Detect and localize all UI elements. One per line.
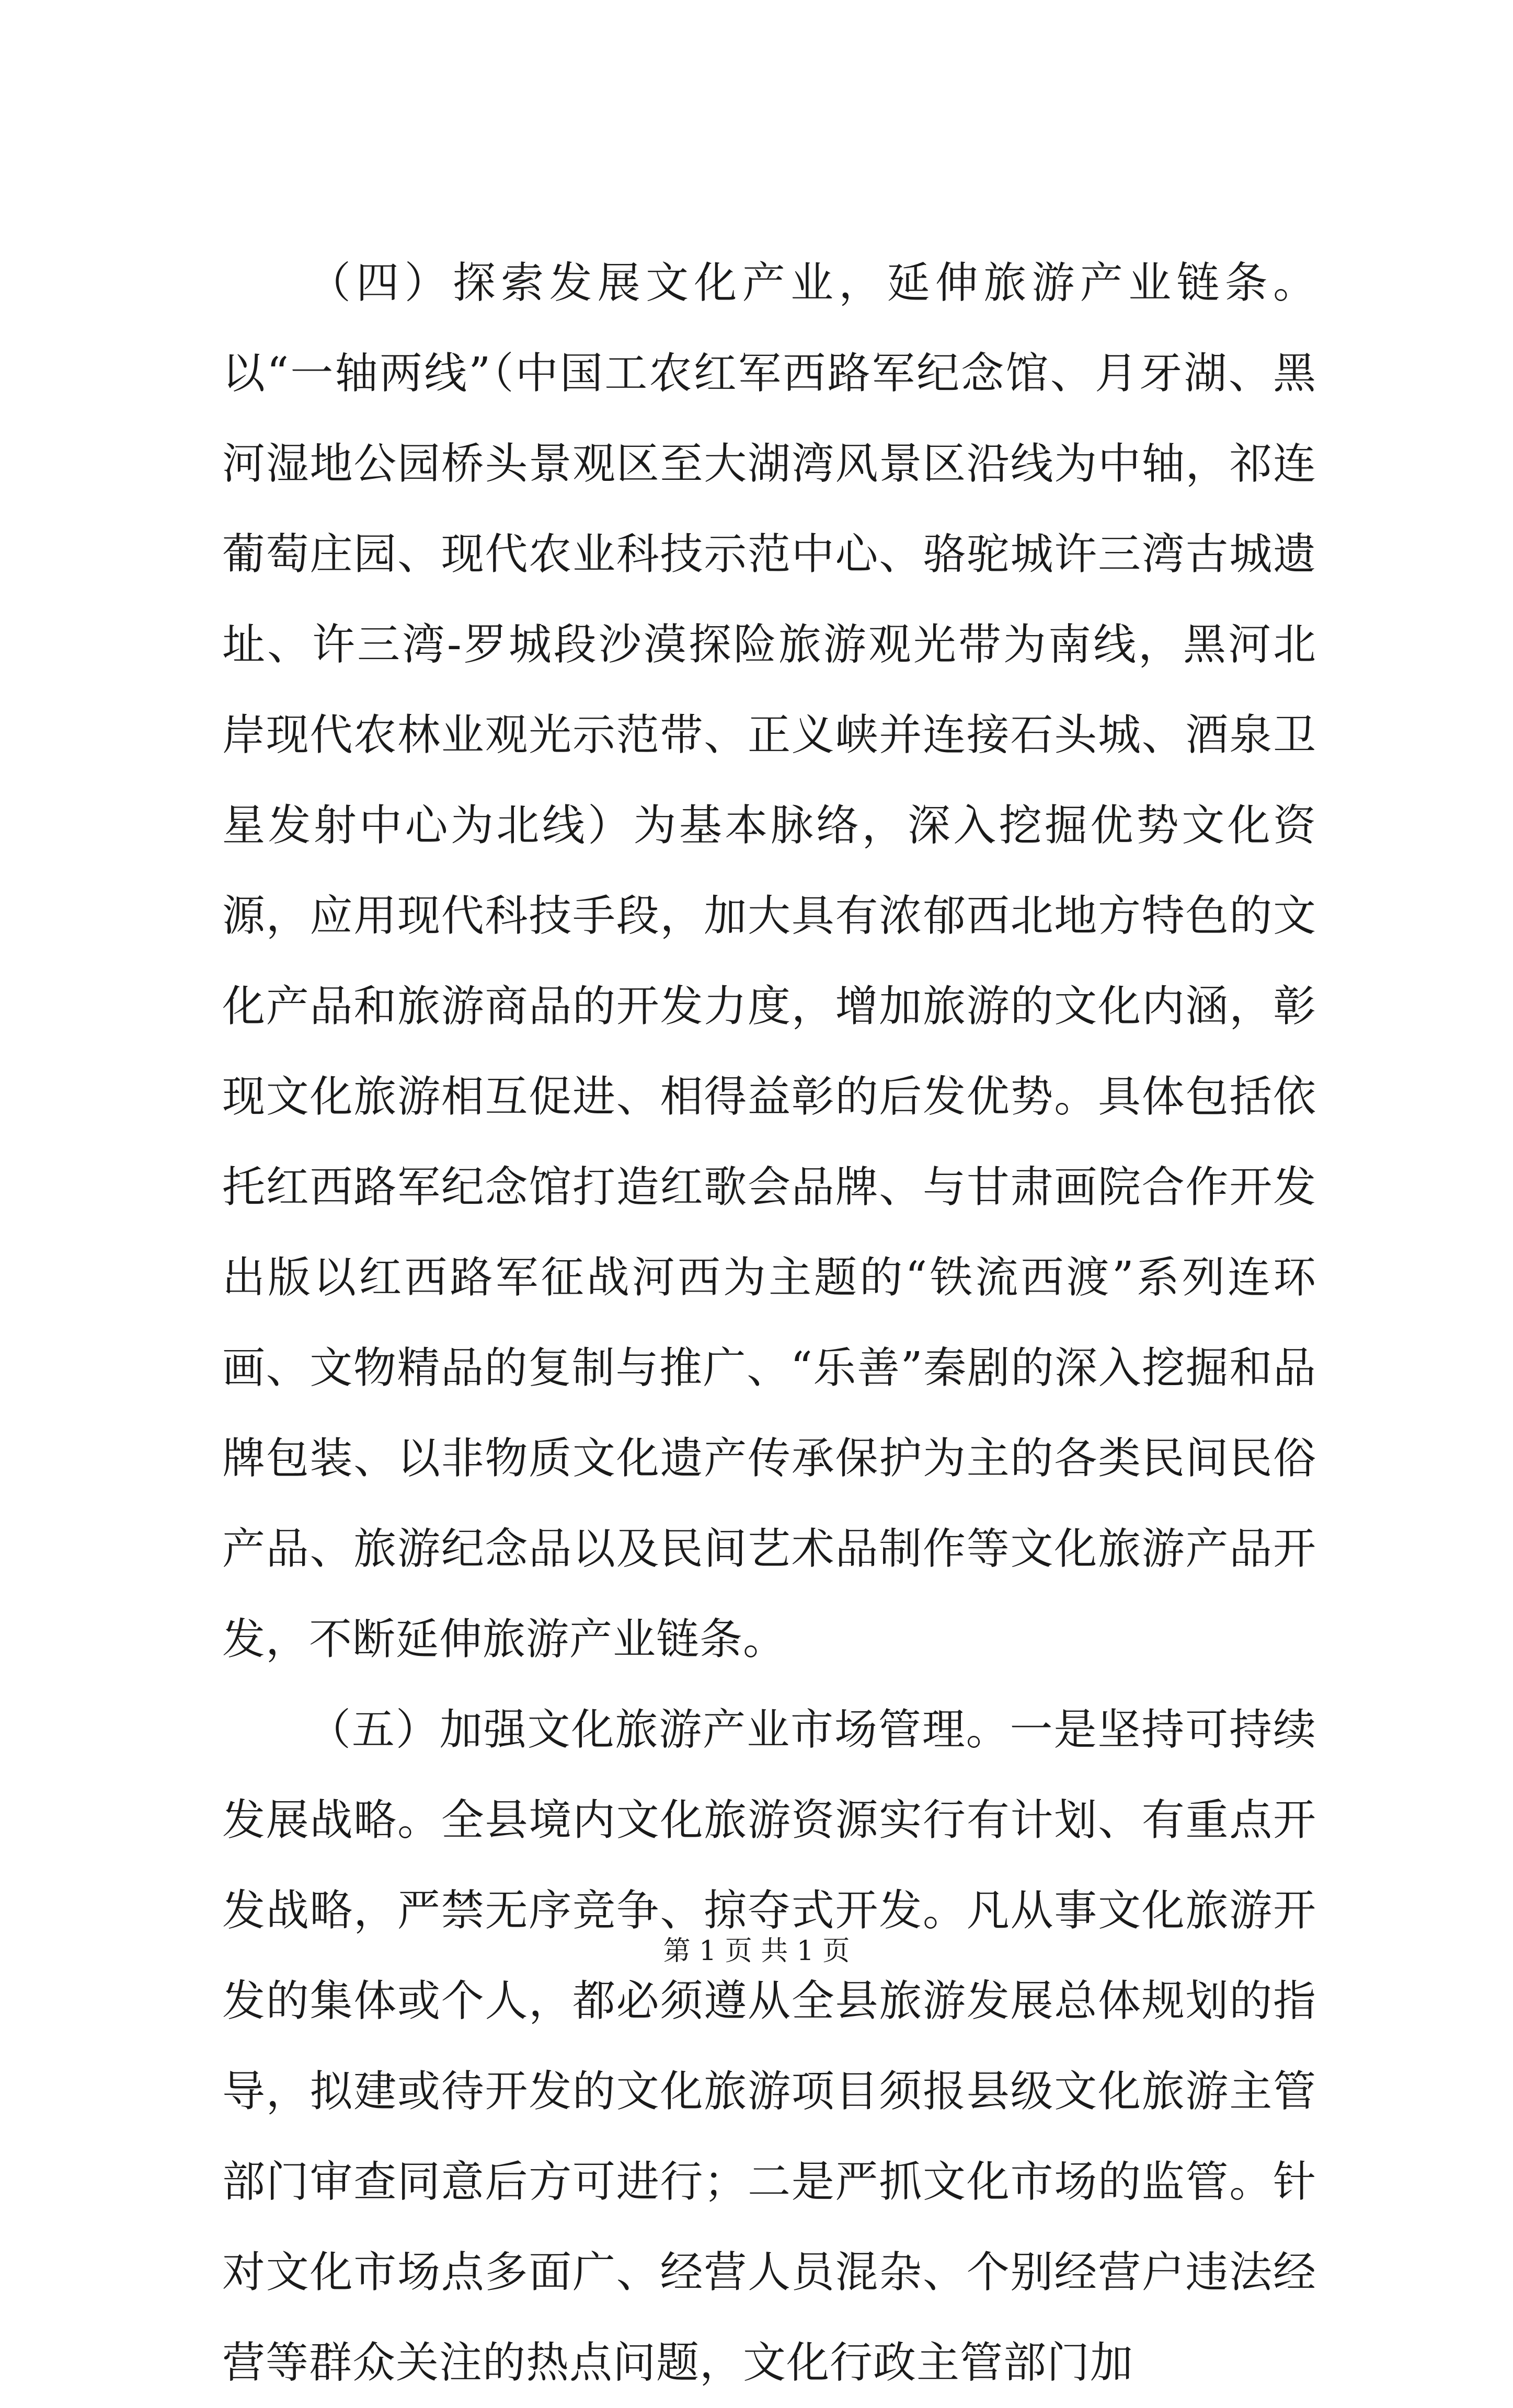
document-body: [222, 238, 1316, 2408]
page-footer: 第 1 页 共 1 页: [663, 1935, 850, 1967]
paragraph-section-5: （五）加强文化旅游产业市场管理。一是坚持可持续发展战略。全县境内文化旅游资源实行有计划、有重点开发战略，严禁无序竞争、掠夺式开发。凡从事文化旅游开发的集体或个人，都必须遵从全县旅游发展总体规划的指导，拟建或待开发的文化旅游项目须报县级文化旅游主管部门审查同意后方可进行；二是严抓文化市场的监管。针对文化市场点多面广、经营人员混杂、个别经营户违法经营等群众关注的热点问题，文化行政主管部门加: [222, 1705, 1316, 2388]
paragraph-section-4: （四）探索发展文化产业，延伸旅游产业链条。以“一轴两线”（中国工农红军西路军纪念馆、月牙湖、黑河湿地公园桥头景观区至大湖湾风景区沿线为中轴，祁连葡萄庄园、现代农业科技示范中心、骆驼城许三湾古城遗址、许三湾-罗城段沙漠探险旅游观光带为南线，黑河北岸现代农林业观光示范带、正义峡并连接石头城、酒泉卫星发射中心为北线）为基本脉络，深入挖掘优势文化资源，应用现代科技手段，加大具有浓郁西北地方特色的文化产品和旅游商品的开发力度，增加旅游的文化内涵，彰现文化旅游相互促进、相得益彰的后发优势。具体包括依托红西路军纪念馆打造红歌会品牌、与甘肃画院合作开发出版以红西路军征战河西为主题的“铁流西渡”系列连环画、文物精品的复制与推广、“乐善”秦剧的深入挖掘和品牌包装、以非物质文化遗产传承保护为主的各类民间民俗产品、旅游纪念品以及民间艺术品制作等文化旅游产品开发，不断延伸旅游产业链条。: [222, 258, 1316, 1664]
